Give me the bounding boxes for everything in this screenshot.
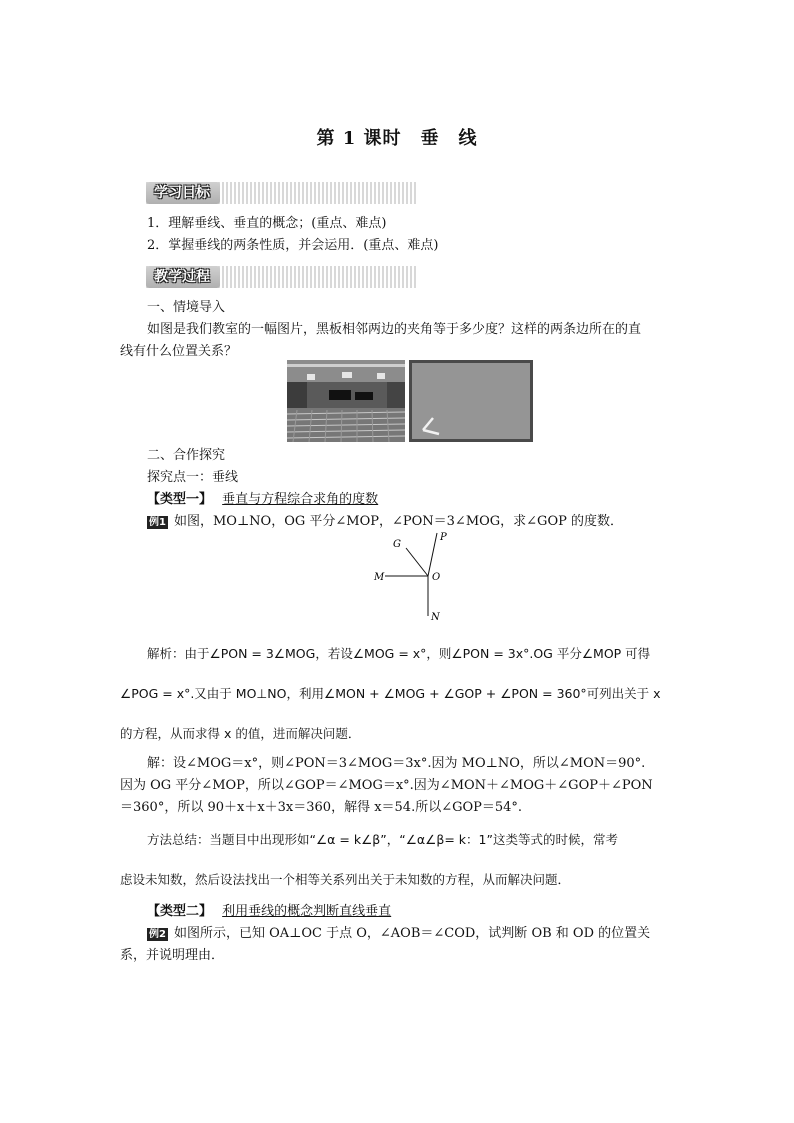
example2-badge: 例2 — [149, 929, 166, 940]
classroom-photo — [287, 360, 405, 442]
intro-paragraph-cont: 线有什么位置关系？ — [120, 344, 238, 359]
method-summary-line-1: 方法总结：当题目中出现形如“∠α = k∠β”，“∠α∠β= k：1”这类等式的时候，常考 — [147, 832, 618, 847]
page-title: 第 1 课时 垂 线 — [316, 128, 478, 149]
type1-title: 垂直与方程综合求角的度数 — [222, 492, 379, 507]
type1-heading — [147, 490, 707, 510]
label-g: G — [393, 539, 401, 550]
solution-line-1: 解：设∠MOG＝x°，则∠PON＝3∠MOG＝3x°.因为 MO⊥NO，所以∠MON＝90°. — [147, 756, 646, 771]
type2-heading — [147, 902, 707, 922]
example1-problem: 如图，MO⊥NO，OG 平分∠MOP，∠PON＝3∠MOG，求∠GOP 的度数． — [173, 514, 623, 529]
analysis-line-3: 的方程，从而求得 x 的值，进而解决问题． — [120, 726, 361, 741]
example1-problem-line — [147, 512, 707, 532]
objective-2: 2．掌握垂线的两条性质，并会运用．(重点、难点) — [147, 238, 439, 253]
explore-point: 探究点一：垂线 — [147, 470, 239, 485]
analysis-line-2: ∠POG = x°.又由于 MO⊥NO，利用∠MON + ∠MOG + ∠GOP + ∠PON = 360°可列出关于 x — [120, 686, 661, 701]
analysis-line-1: 解析：由于∠PON = 3∠MOG，若设∠MOG = x°，则∠PON = 3x°.OG 平分∠MOP 可得 — [147, 646, 651, 661]
intro-heading: 一、情境导入 — [147, 300, 226, 315]
section-header-process — [146, 266, 418, 288]
label-p: P — [440, 532, 447, 543]
intro-paragraph: 如图是我们教室的一幅图片，黑板相邻两边的夹角等于多少度？这样的两条边所在的直 — [147, 322, 642, 337]
section-label: 教学过程 — [146, 266, 220, 288]
method-summary-line-2: 虑设未知数，然后设法找出一个相等关系列出关于未知数的方程，从而解决问题． — [120, 872, 571, 887]
type2-bracket: 【类型二】 — [147, 904, 213, 919]
label-o: O — [432, 572, 441, 583]
solution-line-3: ＝360°，所以 90＋x＋x＋3x＝360，解得 x＝54.所以∠GOP＝54°. — [120, 800, 523, 815]
example2-problem-cont: 系，并说明理由． — [120, 948, 225, 963]
section-label: 学习目标 — [146, 182, 220, 204]
example2-problem-line — [147, 924, 707, 944]
objective-1: 1．理解垂线、垂直的概念；(重点、难点) — [147, 216, 387, 231]
label-n: N — [431, 612, 440, 622]
example1-badge: 例1 — [149, 517, 166, 528]
type1-bracket: 【类型一】 — [147, 492, 213, 507]
explore-heading: 二、合作探究 — [147, 448, 226, 463]
label-m: M — [374, 572, 385, 583]
solution-line-2: 因为 OG 平分∠MOP，所以∠GOP＝∠MOG＝x°.因为∠MON＋∠MOG＋∠GOP＋∠PON — [120, 778, 653, 793]
example2-problem: 如图所示，已知 OA⊥OC 于点 O，∠AOB＝∠COD，试判断 OB 和 OD 的位置关 — [173, 926, 651, 941]
figure-perpendicular-angles — [365, 530, 455, 622]
type2-title: 利用垂线的概念判断直线垂直 — [222, 904, 392, 919]
blackboard-photo — [409, 360, 533, 442]
section-header-objectives — [146, 182, 418, 204]
